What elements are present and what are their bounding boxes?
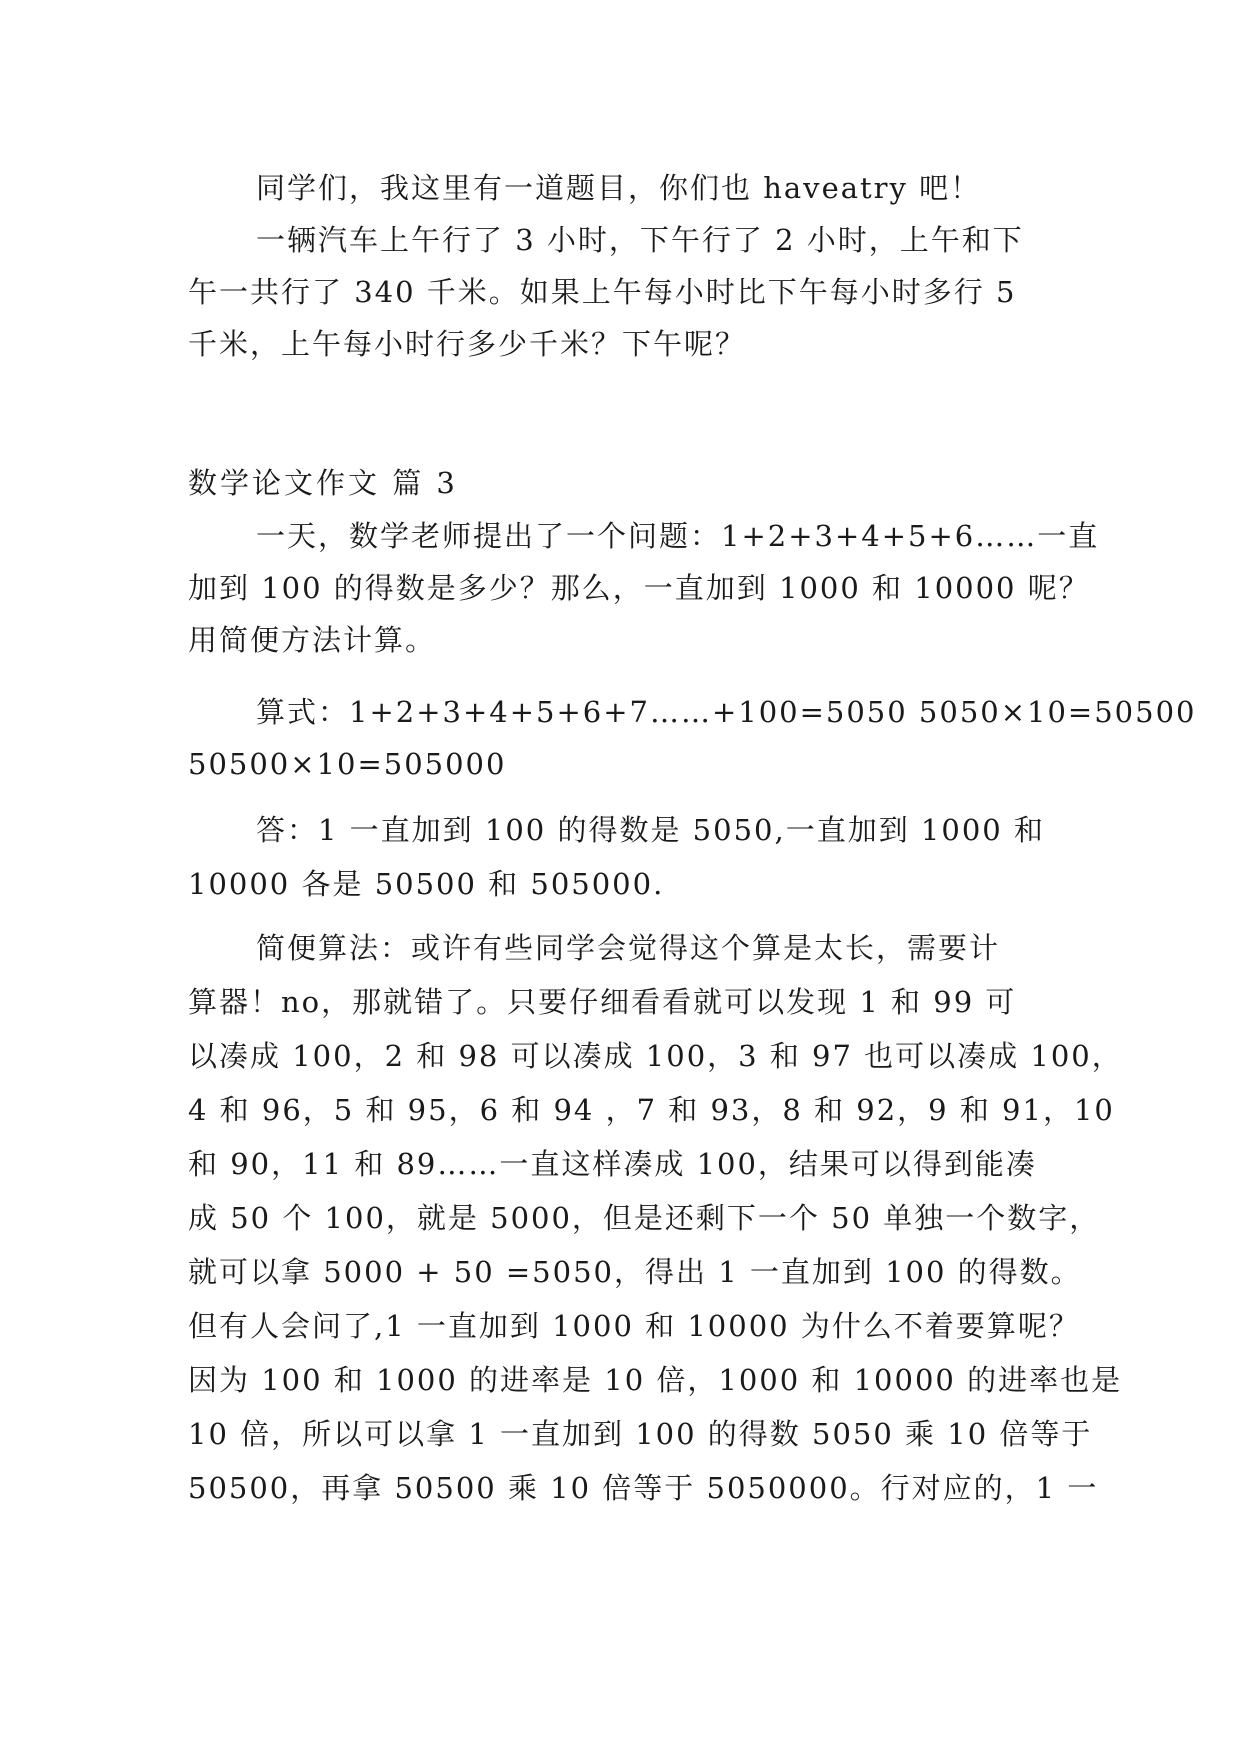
paragraph-line: 因为 100 和 1000 的进率是 10 倍，1000 和 10000 的进率也是 bbox=[188, 1363, 1123, 1397]
paragraph-line: 成 50 个 100，就是 5000，但是还剩下一个 50 单独一个数字， bbox=[188, 1201, 1101, 1235]
paragraph-line: 但有人会问了,1 一直加到 1000 和 10000 为什么不着要算呢？ bbox=[188, 1309, 1080, 1343]
paragraph-line: 4 和 96，5 和 95，6 和 94 ，7 和 93，8 和 92，9 和 91，10 bbox=[188, 1093, 1115, 1127]
paragraph-line: 简便算法：或许有些同学会觉得这个算是太长，需要计 bbox=[256, 931, 1001, 965]
paragraph-line: 和 90，11 和 89……一直这样凑成 100，结果可以得到能凑 bbox=[188, 1147, 1037, 1181]
paragraph-line: 10 倍，所以可以拿 1 一直加到 100 的得数 5050 乘 10 倍等于 bbox=[188, 1417, 1093, 1451]
paragraph-line: 50500×10=505000 bbox=[188, 747, 507, 781]
section-heading: 数学论文作文 篇 3 bbox=[188, 466, 458, 500]
paragraph-line: 算器！no，那就错了。只要仔细看看就可以发现 1 和 99 可 bbox=[188, 985, 1017, 1019]
paragraph-line: 就可以拿 5000 + 50 =5050，得出 1 一直加到 100 的得数。 bbox=[188, 1255, 1082, 1289]
paragraph-line: 答：1 一直加到 100 的得数是 5050,一直加到 1000 和 bbox=[256, 813, 1045, 847]
paragraph-line: 一天，数学老师提出了一个问题：1+2+3+4+5+6……一直 bbox=[256, 519, 1100, 553]
paragraph-line: 午一共行了 340 千米。如果上午每小时比下午每小时多行 5 bbox=[188, 275, 1017, 309]
paragraph-line: 用简便方法计算。 bbox=[188, 623, 437, 657]
paragraph-line: 一辆汽车上午行了 3 小时，下午行了 2 小时，上午和下 bbox=[256, 223, 1024, 257]
paragraph-line: 10000 各是 50500 和 505000. bbox=[188, 867, 665, 901]
paragraph-line: 50500，再拿 50500 乘 10 倍等于 5050000。行对应的，1 一 bbox=[188, 1471, 1099, 1505]
paragraph-line: 算式：1+2+3+4+5+6+7……+100=5050 5050×10=50500 bbox=[256, 695, 1197, 729]
paragraph-line: 以凑成 100，2 和 98 可以凑成 100，3 和 97 也可以凑成 100， bbox=[188, 1039, 1123, 1073]
paragraph-line: 千米，上午每小时行多少千米？下午呢？ bbox=[188, 327, 747, 361]
paragraph-line: 加到 100 的得数是多少？那么，一直加到 1000 和 10000 呢？ bbox=[188, 571, 1090, 605]
paragraph-line: 同学们，我这里有一道题目，你们也 haveatry 吧！ bbox=[256, 171, 982, 205]
